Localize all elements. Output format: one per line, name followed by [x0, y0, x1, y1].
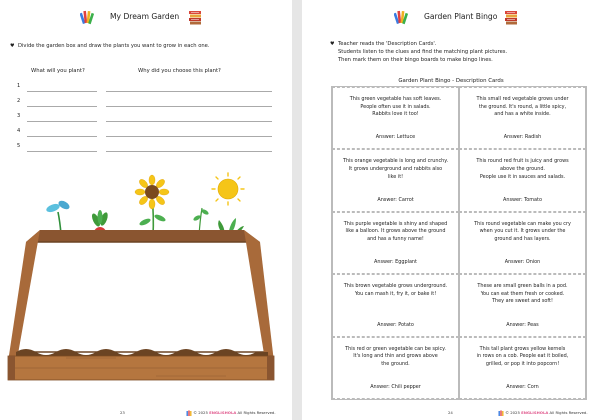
description-card [459, 274, 586, 336]
copyright-footer [498, 410, 588, 416]
answer-line-reason-1[interactable] [106, 91, 272, 92]
answer-line-plant-3[interactable] [27, 121, 97, 122]
card-answer: Answer: Corn [506, 384, 539, 390]
card-answer: Answer: Onion [504, 259, 541, 266]
page-title: My Dream Garden [110, 12, 180, 21]
card-clue: This small red vegetable grows under the ground. It's round, a little spicy, and has a white inside. [476, 96, 569, 118]
description-cards-table [331, 86, 587, 400]
table-title: Garden Plant Bingo - Description Cards [398, 78, 504, 84]
brand-name: ENGLISHOLA [209, 410, 237, 415]
brand-name: ENGLISHOLA [521, 410, 549, 415]
crayons-icon [394, 9, 408, 25]
column-header-reason: Why did you choose this plant? [138, 68, 221, 74]
instruction-line: Students listen to the clues and find the matching plant pictures. [338, 49, 508, 55]
answer-line-plant-1[interactable] [27, 91, 97, 92]
copyright-year: © 2025 [505, 410, 520, 415]
row-number: 4 [17, 128, 21, 134]
card-clue: This round vegetable can make you cry when you cut it. It grows under the ground and has layers. [474, 220, 571, 242]
description-card [459, 337, 586, 399]
garden-box-back-rim [26, 230, 260, 242]
card-answer: Answer: Tomato [503, 196, 542, 203]
card-clue: This brown vegetable grows underground. You can mash it, fry it, or bake it! [343, 283, 448, 297]
page-number: 23 [120, 410, 125, 415]
instruction-text: Divide the garden box and draw the plants you want to grow in each one. [18, 43, 210, 49]
page-header [0, 9, 292, 27]
card-clue: This tall plant grows yellow kernels in rows on a cob. People eat it boiled, grilled, or pop it into popcorn! [476, 345, 569, 367]
row-number: 2 [17, 98, 21, 104]
books-icon [504, 10, 518, 25]
page-number: 24 [448, 410, 453, 415]
crayons-icon [186, 410, 192, 416]
row-number: 3 [17, 113, 21, 119]
rights-text: All Rights Reserved. [549, 410, 588, 415]
garden-box-inner [16, 242, 268, 352]
answer-line-reason-5[interactable] [106, 151, 272, 152]
sun-icon [212, 173, 244, 205]
card-answer: Answer: Lettuce [375, 134, 416, 141]
card-clue: This purple vegetable is shiny and shaped like a balloon. It grows above the ground and has a funny name! [343, 220, 448, 242]
worksheet-page-dream-garden [0, 0, 292, 420]
answer-line-reason-4[interactable] [106, 136, 272, 137]
description-card [332, 274, 459, 336]
description-card [459, 87, 586, 149]
instruction-text [338, 40, 596, 64]
card-answer: Answer: Carrot [377, 196, 414, 203]
answer-line-plant-5[interactable] [27, 151, 97, 152]
card-answer: Answer: Radish [503, 134, 542, 141]
copyright-footer [186, 410, 276, 416]
description-card [332, 337, 459, 399]
rights-text: All Rights Reserved. [237, 410, 276, 415]
description-card [332, 212, 459, 274]
card-answer: Answer: Potato [377, 321, 414, 328]
answer-line-plant-4[interactable] [27, 136, 97, 137]
sunflower-icon [135, 175, 169, 236]
card-clue: This orange vegetable is long and crunchy. It grows underground and rabbits also like it! [342, 158, 449, 180]
description-card [459, 212, 586, 274]
crayons-icon [498, 410, 504, 416]
description-card [332, 87, 459, 149]
answer-line-reason-3[interactable] [106, 121, 272, 122]
card-clue: This red or green vegetable can be spicy. It's long and thin and grows above the ground. [345, 345, 446, 367]
card-answer: Answer: Eggplant [374, 259, 417, 266]
card-answer: Answer: Peas [506, 321, 539, 328]
instruction-line: Then mark them on their bingo boards to make bingo lines. [338, 57, 493, 63]
crayons-icon [80, 9, 94, 25]
answer-line-plant-2[interactable] [27, 106, 97, 107]
books-icon [188, 10, 202, 25]
row-number: 1 [17, 83, 21, 89]
copyright-year: © 2025 [193, 410, 208, 415]
description-card [459, 149, 586, 211]
answer-line-reason-2[interactable] [106, 106, 272, 107]
heart-icon: ♥ [330, 41, 335, 47]
card-answer: Answer: Chili pepper [370, 384, 421, 390]
sprout-icon [45, 199, 71, 234]
heart-icon: ♥ [10, 43, 15, 49]
column-header-plant: What will you plant? [31, 68, 85, 74]
worksheet-page-garden-bingo [302, 0, 600, 420]
card-clue: These are small green balls in a pod. You can eat them fresh or cooked. They are sweet and soft! [477, 283, 568, 305]
description-card [332, 149, 459, 211]
card-clue: This round red fruit is juicy and grows above the ground. People use it in sauces and salads. [476, 158, 569, 180]
page-header [302, 9, 600, 27]
garden-box-illustration [6, 172, 276, 394]
page-title: Garden Plant Bingo [424, 12, 498, 21]
row-number: 5 [17, 143, 21, 149]
instruction-line: Teacher reads the 'Description Cards'. [338, 41, 437, 47]
page-gutter [292, 0, 302, 420]
card-clue: This green vegetable has soft leaves. People often use it in salads. Rabbits love it too! [349, 96, 442, 118]
